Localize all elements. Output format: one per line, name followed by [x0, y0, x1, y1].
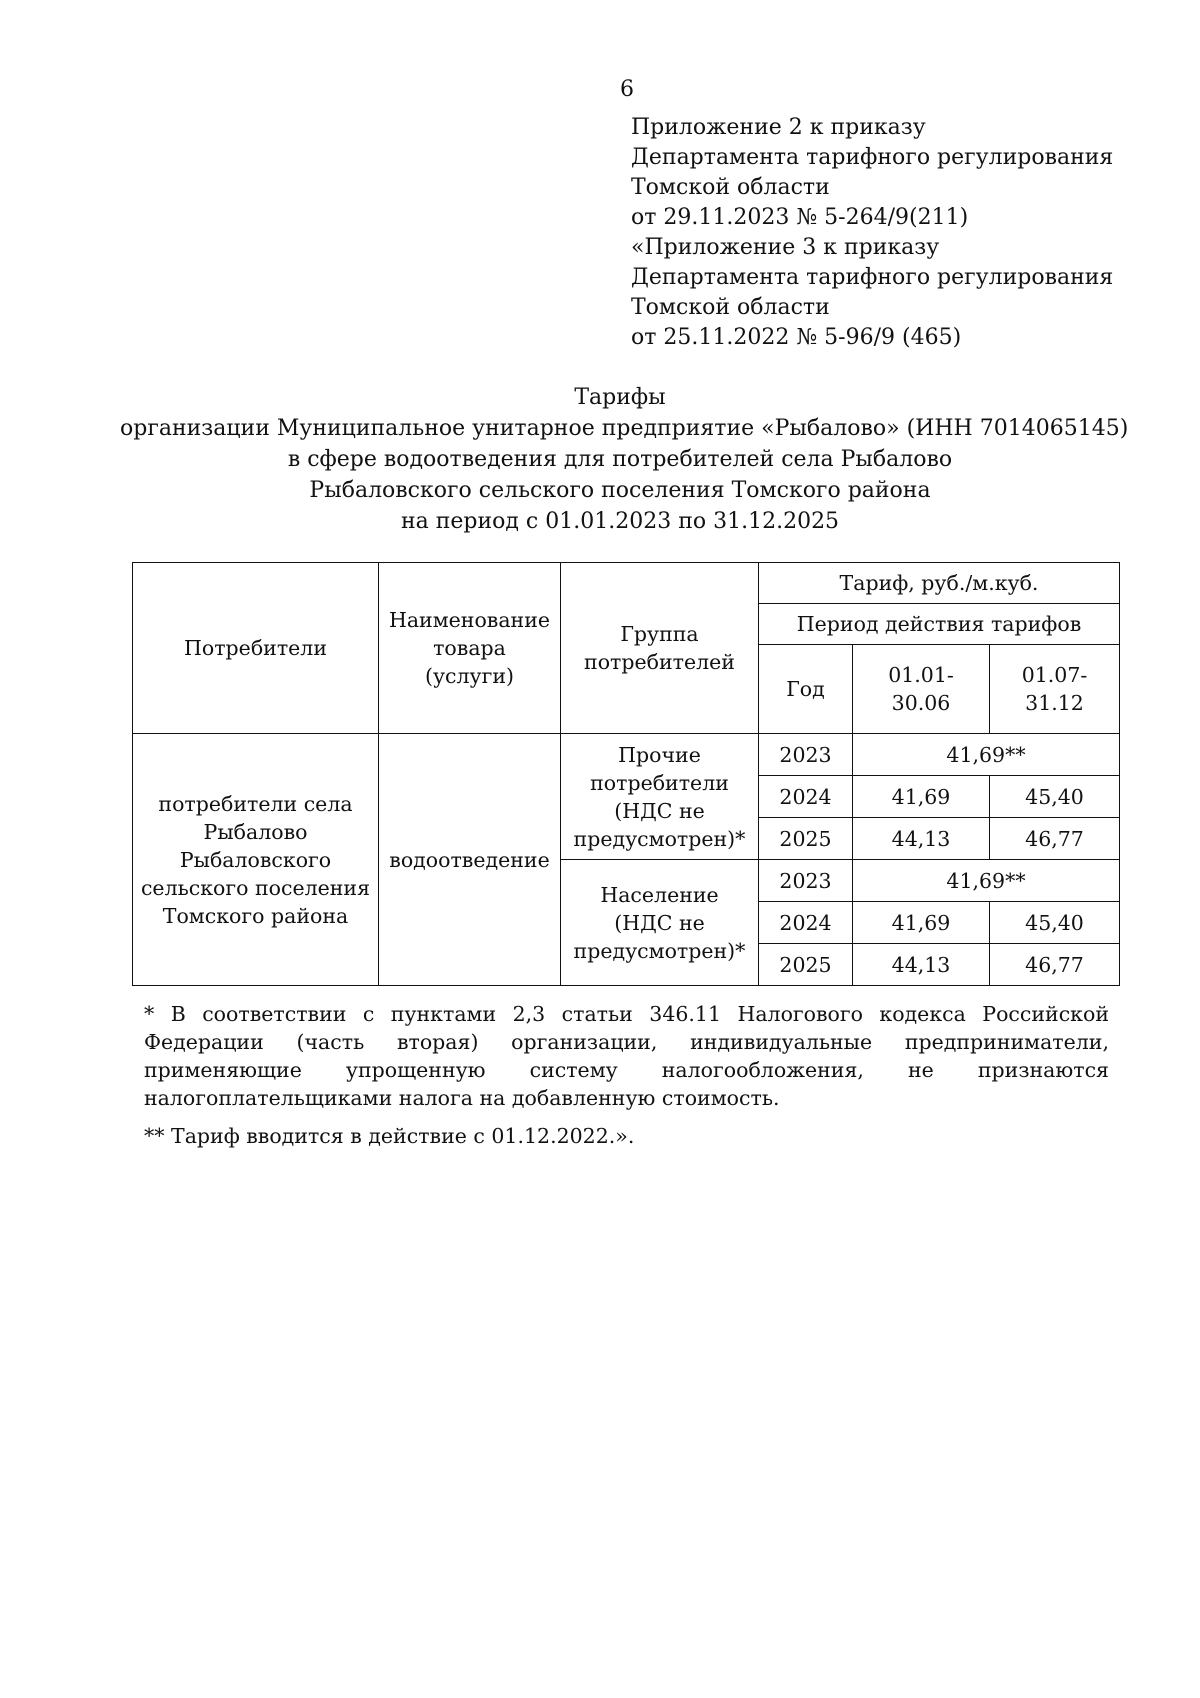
header-tariff: Тариф, руб./м.куб.: [759, 563, 1120, 604]
appendix-line: Департамента тарифного регулирования: [631, 145, 1114, 170]
header-service-line: товара: [433, 636, 506, 660]
appendix-line: от 29.11.2023 № 5-264/9(211): [631, 205, 969, 230]
tariff-cell-period-2: 46,77: [990, 818, 1120, 860]
consumers-line: сельского поселения: [140, 875, 371, 900]
year-cell: 2023: [759, 734, 853, 776]
table-row: [133, 734, 1120, 776]
group-line: Прочие: [618, 742, 701, 767]
tariff-cell-period-1: 44,13: [853, 944, 990, 986]
group-line: предусмотрен)*: [573, 938, 746, 963]
consumers-cell: [133, 734, 379, 986]
appendix-line: от 25.11.2022 № 5-96/9 (465): [631, 325, 962, 350]
header-period: Период действия тарифов: [759, 604, 1120, 645]
header-year: Год: [759, 645, 853, 734]
header-group-line: потребителей: [584, 650, 735, 674]
tariff-cell-period-2: 45,40: [990, 776, 1120, 818]
tariff-cell-period-1: 41,69: [853, 902, 990, 944]
title-line: Тарифы: [574, 385, 666, 410]
footnotes: [144, 1000, 1109, 1160]
tariff-table: [132, 562, 1120, 986]
title-line: в сфере водоотведения для потребителей села Рыбалово: [287, 447, 953, 472]
group-line: (НДС не: [614, 910, 705, 935]
header-service-line: (услуги): [424, 664, 515, 688]
group-cell-other: [561, 734, 759, 860]
table-header-row: [133, 563, 1120, 604]
page-number: 6: [620, 77, 634, 102]
tariff-cell-period-1: 41,69: [853, 776, 990, 818]
document-title: [120, 382, 1129, 537]
appendix-line: Департамента тарифного регулирования: [631, 265, 1114, 290]
year-cell: 2025: [759, 818, 853, 860]
appendix-line: «Приложение 3 к приказу: [631, 235, 940, 260]
tariff-cell-period-2: 46,77: [990, 944, 1120, 986]
service-cell: водоотведение: [379, 734, 561, 986]
title-line: организации Муниципальное унитарное предприятие «Рыбалово» (ИНН 7014065145): [120, 416, 1129, 441]
appendix-reference: [631, 113, 1113, 353]
tariff-merged-cell: 41,69**: [853, 860, 1120, 902]
header-period-1-line: 30.06: [891, 691, 951, 715]
header-period-2: [990, 645, 1120, 734]
appendix-line: Приложение 2 к приказу: [631, 115, 926, 140]
year-cell: 2023: [759, 860, 853, 902]
appendix-line: Томской области: [631, 175, 830, 200]
tariff-merged-cell: 41,69**: [853, 734, 1120, 776]
title-line: на период с 01.01.2023 по 31.12.2025: [400, 509, 840, 534]
header-consumers: Потребители: [133, 563, 379, 734]
header-period-2-line: 01.07-: [1021, 663, 1088, 687]
header-group: [561, 563, 759, 734]
consumers-line: Рыбалово: [203, 819, 308, 844]
year-cell: 2025: [759, 944, 853, 986]
consumers-line: потребители села: [158, 791, 353, 816]
group-line: (НДС не: [614, 798, 705, 823]
group-line: Население: [600, 882, 719, 907]
group-line: предусмотрен)*: [573, 826, 746, 851]
footnote-vat: * В соответствии с пунктами 2,3 статьи 346.11 Налогового кодекса Российской Федерации (часть вторая) организации, индивидуальные предприниматели, применяющие упрощенную систему налогообложения, не признаются налогоплательщиками налога на добавленную стоимость.: [144, 1002, 1109, 1110]
appendix-line: Томской области: [631, 295, 830, 320]
header-group-line: Группа: [620, 622, 699, 646]
tariff-cell-period-1: 44,13: [853, 818, 990, 860]
consumers-line: Рыбаловского: [179, 847, 332, 872]
tariff-cell-period-2: 45,40: [990, 902, 1120, 944]
header-period-1: [853, 645, 990, 734]
group-line: потребители: [590, 770, 729, 795]
header-service-line: Наименование: [388, 608, 551, 632]
consumers-line: Томского района: [162, 903, 349, 928]
group-cell-population: [561, 860, 759, 986]
header-period-1-line: 01.01-: [888, 663, 954, 687]
year-cell: 2024: [759, 776, 853, 818]
header-period-2-line: 31.12: [1025, 691, 1084, 715]
header-service: [379, 563, 561, 734]
title-line: Рыбаловского сельского поселения Томского района: [309, 478, 931, 503]
year-cell: 2024: [759, 902, 853, 944]
footnote-effective-date: ** Тариф вводится в действие с 01.12.2022.».: [144, 1124, 635, 1148]
